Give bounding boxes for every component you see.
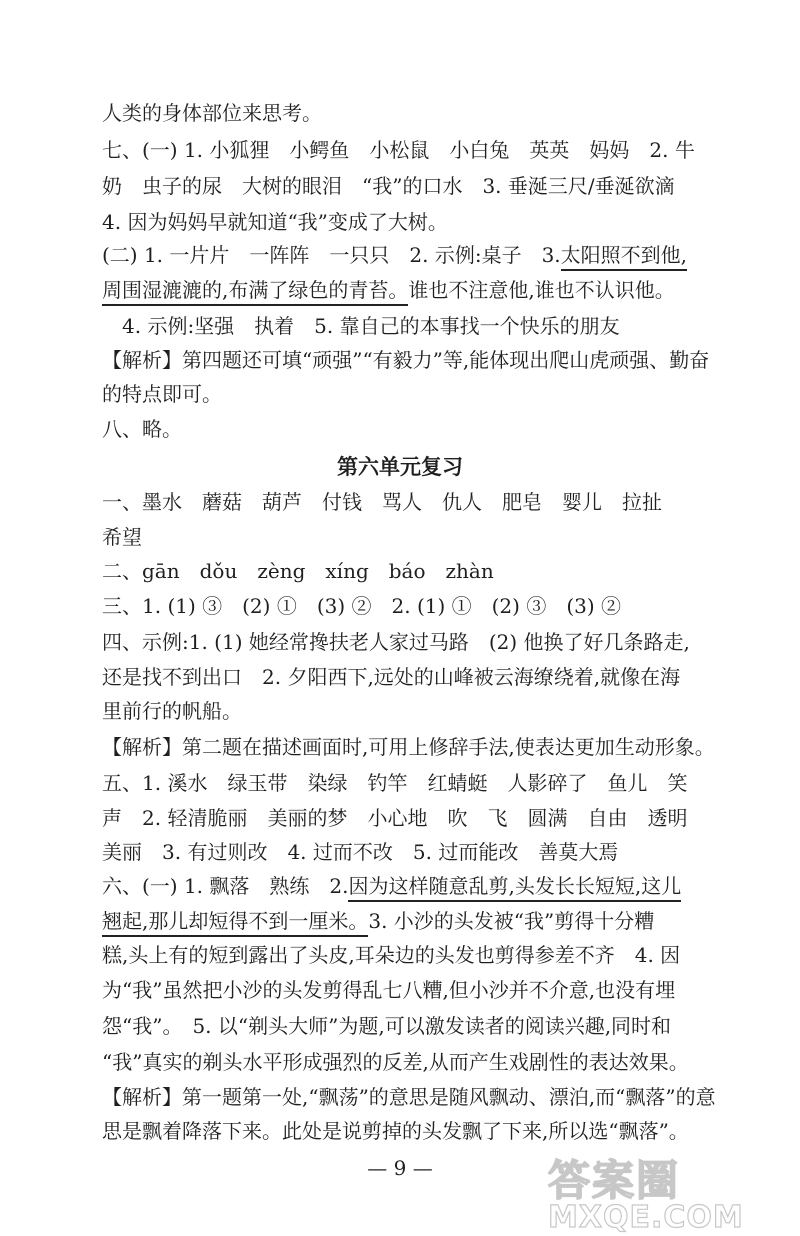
text-line-3: 奶 虫子的尿 大树的眼泪 “我”的口水 3. 垂涎三尺/垂涎欲滴 — [102, 174, 675, 198]
text-line-21 — [102, 908, 702, 934]
underlined-text: 翘起,那儿却短得不到一厘米。 — [102, 909, 368, 937]
watermark-url: MXQE.COM — [548, 1200, 744, 1235]
page-number: — 9 — — [367, 1156, 433, 1180]
text-line-23: 为“我”虽然把小沙的头发剪得乱七八糟,但小沙并不介意,也没有埋 — [102, 978, 676, 1002]
text-line-4: 4. 因为妈妈早就知道“我”变成了大树。 — [102, 210, 448, 234]
watermark — [548, 1148, 778, 1236]
text-segment: 3. 小沙的头发被“我”剪得十分糟 — [368, 909, 655, 933]
underlined-text: 周围湿漉漉的,布满了绿色的青苔。 — [102, 278, 408, 306]
text-line-8: 的特点即可。 — [102, 382, 222, 406]
section-title: 第六单元复习 — [337, 454, 463, 479]
text-line-9: 八、略。 — [102, 417, 182, 441]
text-line-25: “我”真实的剃头水平形成强烈的反差,从而产生戏剧性的表达效果。 — [102, 1050, 689, 1074]
analysis-line-1: 【解析】第四题还可填“顽强”“有毅力”等,能体现出爬山虎顽强、勤奋 — [102, 348, 710, 372]
text-line-11: 希望 — [102, 525, 142, 549]
analysis-line-2: 【解析】第二题在描述画面时,可用上修辞手法,使表达更加生动形象。 — [102, 735, 715, 759]
text-line-5 — [102, 242, 702, 268]
text-line-2: 七、(一) 1. 小狐狸 小鳄鱼 小松鼠 小白兔 英英 妈妈 2. 牛 — [102, 138, 695, 162]
text-line-7: 4. 示例:坚强 执着 5. 靠自己的本事找一个快乐的朋友 — [102, 314, 620, 338]
underlined-text: 太阳照不到他, — [561, 243, 687, 271]
watermark-logo: 答案圈 — [548, 1156, 681, 1205]
text-line-22: 糕,头上有的短到露出了头皮,耳朵边的头发也剪得参差不齐 4. 因 — [102, 943, 681, 967]
text-line-1: 人类的身体部位来思考。 — [102, 101, 322, 125]
text-line-15: 还是找不到出口 2. 夕阳西下,远处的山峰被云海缭绕着,就像在海 — [102, 665, 681, 689]
underlined-text: 因为这样随意乱剪,头发长长短短,这儿 — [348, 874, 681, 902]
text-segment: (二) 1. 一片片 一阵阵 一只只 2. 示例:桌子 3. — [102, 243, 561, 267]
text-segment: 谁也不注意他,谁也不认识他。 — [408, 278, 675, 302]
text-line-14: 四、示例:1. (1) 她经常搀扶老人家过马路 (2) 他换了好几条路走, — [102, 630, 690, 654]
text-line-16: 里前行的帆船。 — [102, 699, 242, 723]
text-line-6 — [102, 277, 702, 303]
text-line-10: 一、墨水 蘑菇 葫芦 付钱 骂人 仇人 肥皂 婴儿 拉扯 — [102, 490, 662, 514]
text-line-24: 怨“我”。 5. 以“剃头大师”为题,可以激发读者的阅读兴趣,同时和 — [102, 1014, 672, 1038]
text-line-13: 三、1. (1) ③ (2) ① (3) ② 2. (1) ① (2) ③ (3) ② — [102, 594, 622, 618]
analysis-line-3: 【解析】第一题第一处,“飘荡”的意思是随风飘动、漂泊,而“飘落”的意 — [102, 1085, 716, 1109]
text-line-19: 美丽 3. 有过则改 4. 过而不改 5. 过而能改 善莫大焉 — [102, 840, 619, 864]
text-segment: 六、(一) 1. 飘落 熟练 2. — [102, 874, 349, 898]
text-line-12: 二、gān dǒu zèng xíng báo zhàn — [102, 559, 494, 583]
text-line-20 — [102, 873, 702, 899]
text-line-26: 思是飘着降落下来。此处是说剪掉的头发飘了下来,所以选“飘落”。 — [102, 1119, 689, 1143]
text-line-18: 声 2. 轻清脆丽 美丽的梦 小心地 吹 飞 圆满 自由 透明 — [102, 806, 688, 830]
text-line-17: 五、1. 溪水 绿玉带 染绿 钓竿 红蜻蜓 人影碎了 鱼儿 笑 — [102, 771, 688, 795]
